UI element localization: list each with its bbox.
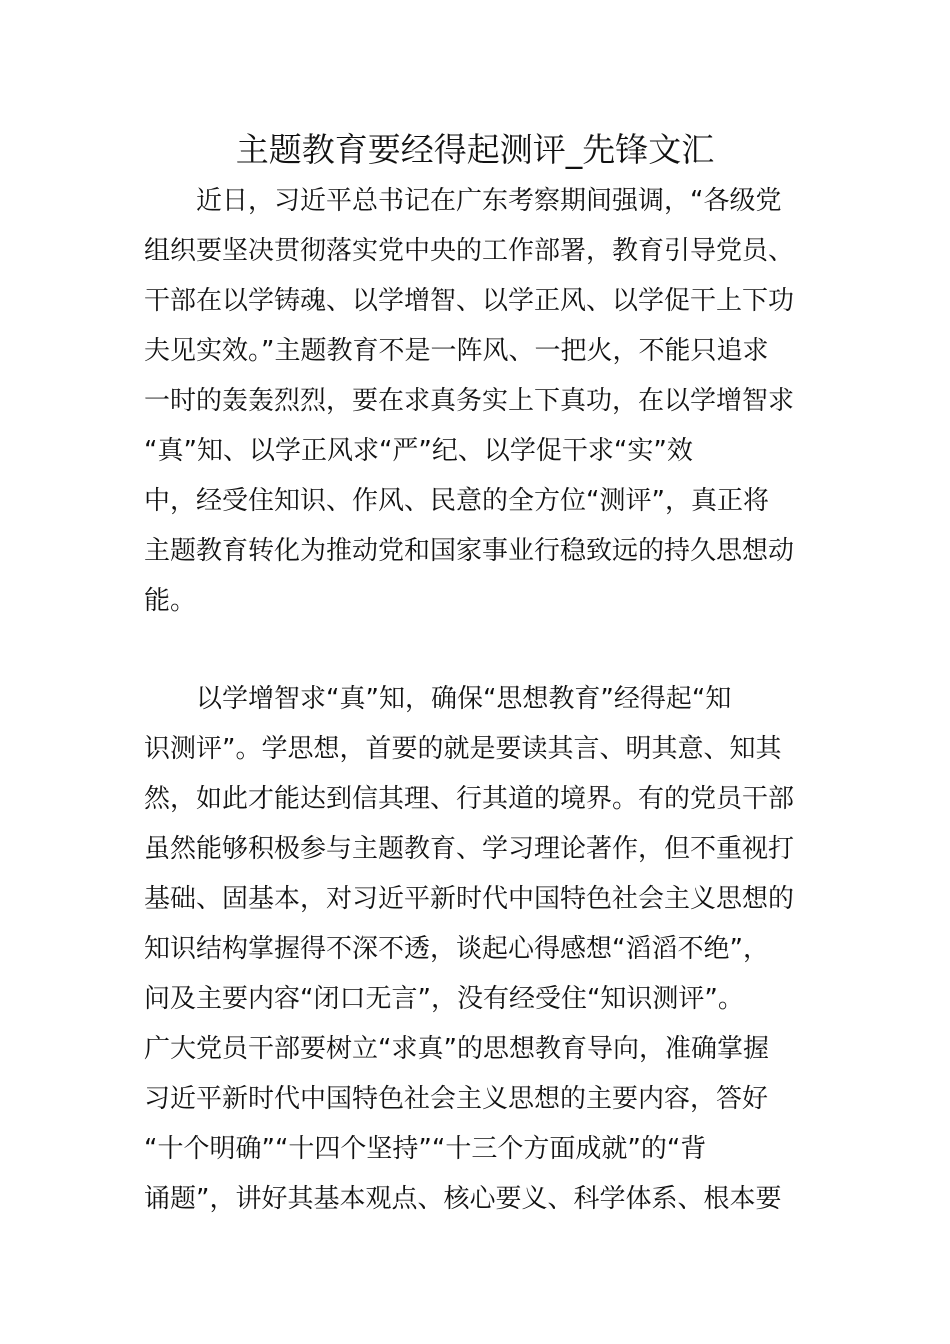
paragraph-2-line: 知识结构掌握得不深不透，谈起心得感想“滔滔不绝”，: [144, 934, 769, 964]
paragraph-2-line: 广大党员干部要树立“求真”的思想教育导向，准确掌握: [144, 1034, 769, 1064]
document-title: 主题教育要经得起测评_先锋文汇: [235, 130, 715, 169]
paragraph-2-line: 习近平新时代中国特色社会主义思想的主要内容，答好: [144, 1084, 769, 1114]
paragraph-2-line: 然，如此才能达到信其理、行其道的境界。有的党员干部: [144, 784, 795, 814]
paragraph-1-line: 中，经受住知识、作风、民意的全方位“测评”，真正将: [144, 486, 769, 516]
paragraph-1-line: 一时的轰轰烈烈，要在求真务实上下真功，在以学增智求: [144, 386, 795, 416]
paragraph-2-line: “十个明确”“十四个坚持”“十三个方面成就”的“背: [144, 1134, 707, 1164]
paragraph-2-line: 识测评”。学思想，首要的就是要读其言、明其意、知其: [144, 734, 782, 764]
paragraph-2-line: 基础、固基本，对习近平新时代中国特色社会主义思想的: [144, 884, 795, 914]
paragraph-1-line: 组织要坚决贯彻落实党中央的工作部署，教育引导党员、: [144, 236, 795, 266]
paragraph-1-line: 能。: [144, 586, 197, 616]
paragraph-2-line: 问及主要内容“闭口无言”，没有经受住“知识测评”。: [144, 984, 744, 1014]
paragraph-2-line: 诵题”，讲好其基本观点、核心要义、科学体系、根本要: [144, 1184, 782, 1214]
paragraph-2-line: 虽然能够积极参与主题教育、学习理论著作，但不重视打: [144, 834, 795, 864]
paragraph-1-line: 干部在以学铸魂、以学增智、以学正风、以学促干上下功: [144, 286, 795, 316]
paragraph-1-line: 近日，习近平总书记在广东考察期间强调，“各级党: [196, 186, 782, 216]
paragraph-1-line: “真”知、以学正风求“严”纪、以学促干求“实”效: [144, 436, 693, 466]
paragraph-1-line: 夫见实效。”主题教育不是一阵风、一把火，不能只追求: [144, 336, 769, 366]
paragraph-1-line: 主题教育转化为推动党和国家事业行稳致远的持久思想动: [144, 536, 795, 566]
paragraph-2-line: 以学增智求“真”知，确保“思想教育”经得起“知: [196, 684, 732, 714]
